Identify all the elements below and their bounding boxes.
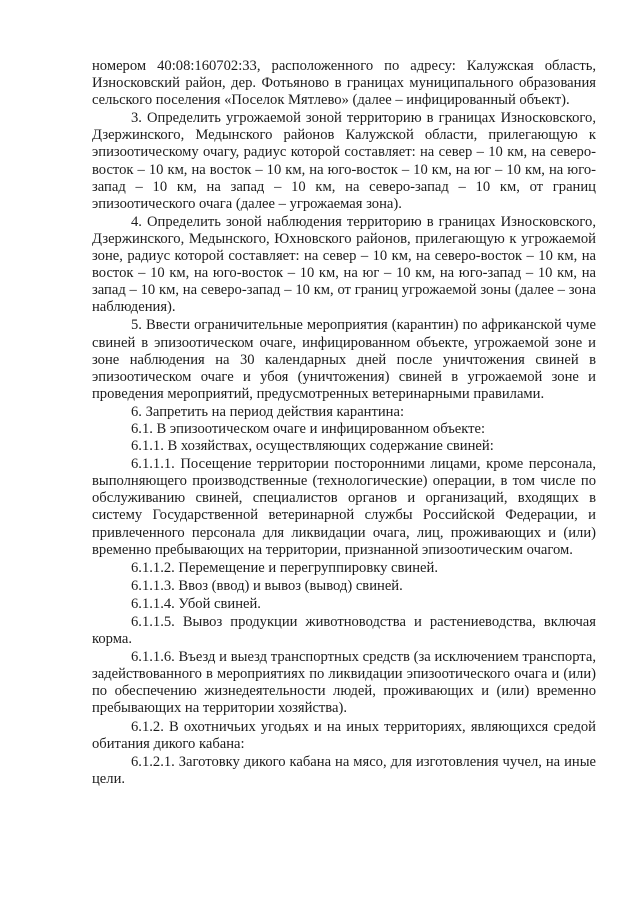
paragraph-5-quarantine: 5. Ввести ограничительные мероприятия (карантин) по африканской чуме свиней в эпизоотическом очаге, инфицированном объекте, угрожаемой зоне и зоне наблюдения на 30 календарных дней после уничтожения свиней в эпизоотическом очаге и убоя (уничтожения) свиней в угрожаемой зоне и проведения мероприятий, предусмотренных ветеринарными правилами. bbox=[92, 317, 596, 402]
paragraph-6-1-1-6: 6.1.1.6. Въезд и выезд транспортных средств (за исключением транспорта, задействованного в мероприятиях по ликвидации эпизоотического очага и (или) по обеспечению жизнедеятельности людей, проживающих и (или) временно пребывающих на территории хозяйства). bbox=[92, 649, 596, 717]
paragraph-6-1-1-1: 6.1.1.1. Посещение территории посторонними лицами, кроме персонала, выполняющего производственные (технологические) операции, в том числе по обслуживанию свиней, специалистов органов и организаций, входящих в систему Государственной ветеринарной службы Российской Федерации, и привлеченного персонала для ликвидации очага, лиц, проживающих и (или) временно пребывающих на территории, признанной эпизоотическим очагом. bbox=[92, 456, 596, 558]
paragraph-6-prohibitions: 6. Запретить на период действия карантина: bbox=[131, 403, 405, 420]
paragraph-6-1-1-3: 6.1.1.3. Ввоз (ввод) и вывоз (вывод) свиней. bbox=[131, 577, 403, 594]
paragraph-cadastral-address: номером 40:08:160702:33, расположенного по адресу: Калужская область, Износковский район, дер. Фотьяново в границах муниципального образования сельского поселения «Поселок Мятлево» (далее – инфицированный объект). bbox=[92, 58, 596, 109]
paragraph-6-1-1: 6.1.1. В хозяйствах, осуществляющих содержание свиней: bbox=[131, 438, 494, 455]
paragraph-3-threatened-zone: 3. Определить угрожаемой зоной территорию в границах Износковского, Дзержинского, Медынского районов Калужской области, прилегающую к эпизоотическому очагу, радиус которой составляет: на север – 10 км, на северо-восток – 10 км, на восток – 10 км, на юго-восток – 10 км, на юг – 10 км, на юго-запад – 10 км, на запад – 10 км, на северо-запад – 10 км, от границ эпизоотического очага (далее – угрожаемая зона). bbox=[92, 110, 596, 212]
paragraph-6-1-1-5: 6.1.1.5. Вывоз продукции животноводства и растениеводства, включая корма. bbox=[92, 614, 596, 648]
paragraph-4-observation-zone: 4. Определить зоной наблюдения территорию в границах Износковского, Дзержинского, Медынского, Юхновского районов, прилегающую к угрожаемой зоне, радиус которой составляет: на север – 10 км, на северо-восток – 10 км, на восток – 10 км, на юго-восток – 10 км, на юг – 10 км, на юго-запад – 10 км, на запад – 10 км, на северо-запад – 10 км, от границ угрожаемой зоны (далее – зона наблюдения). bbox=[92, 213, 596, 316]
paragraph-6-1-1-4: 6.1.1.4. Убой свиней. bbox=[131, 595, 261, 612]
paragraph-6-1: 6.1. В эпизоотическом очаге и инфицированном объекте: bbox=[131, 420, 486, 437]
document-body bbox=[92, 58, 596, 788]
paragraph-6-1-2-1: 6.1.2.1. Заготовку дикого кабана на мясо, для изготовления чучел, на иные цели. bbox=[92, 753, 596, 787]
paragraph-6-1-2: 6.1.2. В охотничьих угодьях и на иных территориях, являющихся средой обитания дикого кабана: bbox=[92, 718, 596, 752]
paragraph-6-1-1-2: 6.1.1.2. Перемещение и перегруппировку свиней. bbox=[131, 559, 438, 576]
